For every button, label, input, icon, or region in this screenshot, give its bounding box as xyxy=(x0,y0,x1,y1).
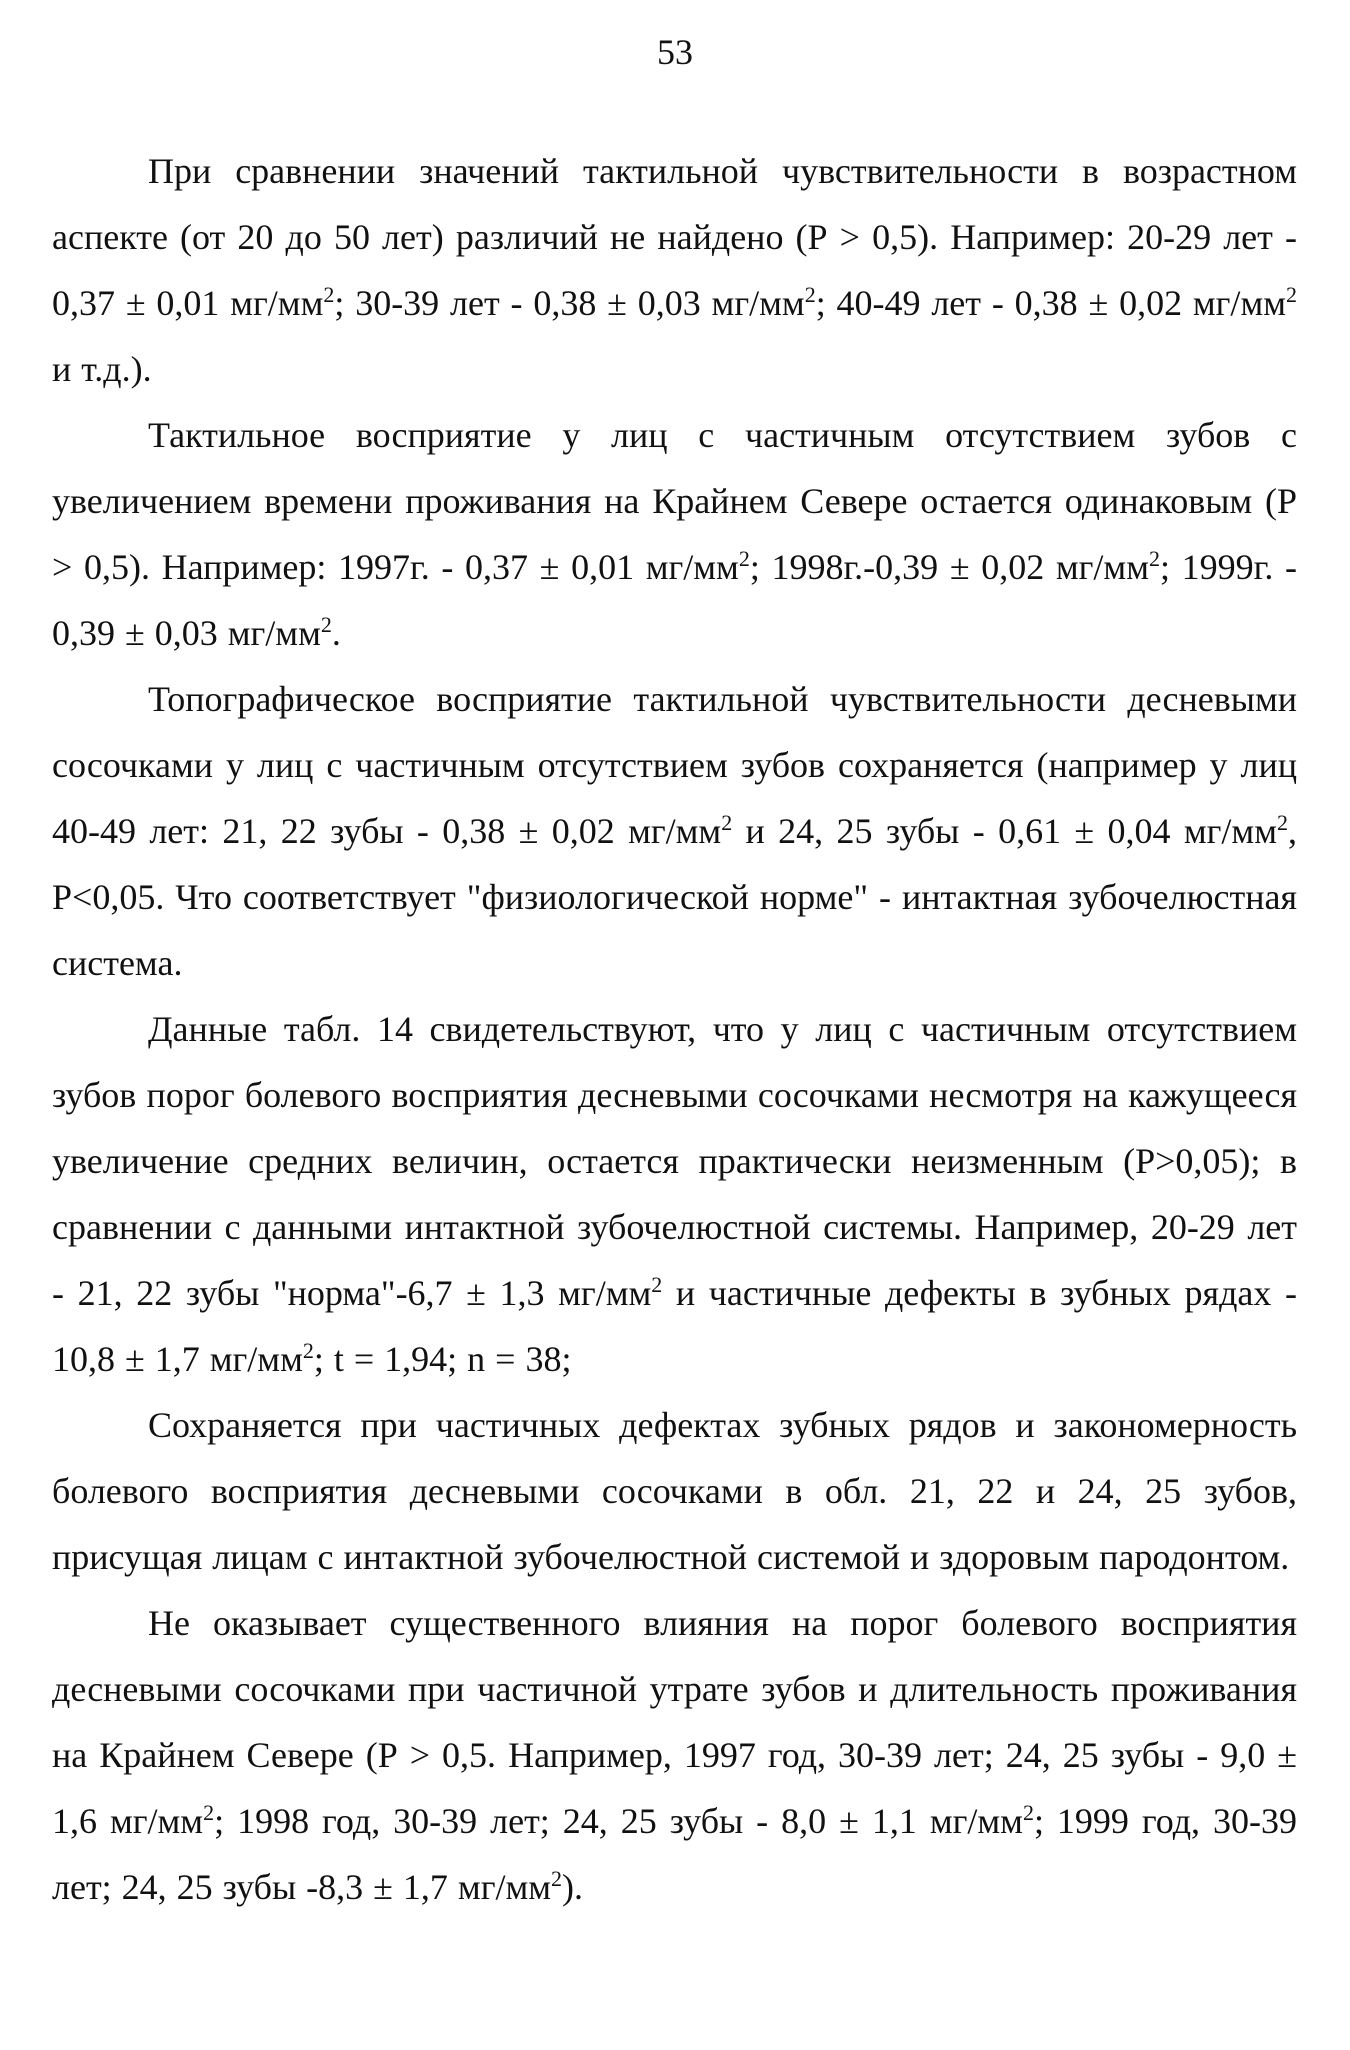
superscript: 2 xyxy=(1022,1800,1034,1825)
text-run: ). xyxy=(562,1867,584,1907)
text-run: Данные табл. 14 свидетельствуют, что у лиц с частичным отсутствием зубов порог болевого восприятия десневыми сосочками несмотря на кажущееся увеличение средних величин, остается практически неизменным (Р>0,05); в сравнении с данными интактной зубочелюстной системы. Например, 20-29 лет - 21, 22 зубы "норма"-6,7 ± 1,3 мг/мм xyxy=(52,1009,1297,1313)
text-run: и частичные дефекты в зубных рядах - 10,8 ± 1,7 мг/мм xyxy=(52,1273,1298,1379)
paragraph-4 xyxy=(52,996,1297,1392)
superscript: 2 xyxy=(1148,546,1160,571)
superscript: 2 xyxy=(1277,810,1288,835)
text-run: Тактильное восприятие у лиц с частичным отсутствием зубов с увеличением времени проживания на Крайнем Севере остается одинаковым (Р > 0,5). Например: 1997г. - 0,37 ± 0,01 мг/мм xyxy=(52,415,1297,587)
paragraph-3 xyxy=(52,666,1297,996)
paragraph-6 xyxy=(52,1590,1297,1920)
text-run: ; 40-49 лет - 0,38 ± 0,02 мг/мм xyxy=(815,283,1287,323)
superscript: 2 xyxy=(651,1272,663,1297)
superscript: 2 xyxy=(320,612,332,637)
superscript: 2 xyxy=(551,1866,563,1891)
body-text xyxy=(52,138,1297,1920)
text-run: ; 1998г.-0,39 ± 0,02 мг/мм xyxy=(749,547,1149,587)
superscript: 2 xyxy=(203,1800,215,1825)
text-run: . xyxy=(331,613,341,653)
superscript: 2 xyxy=(721,810,733,835)
text-run: Не оказывает существенного влияния на порог болевого восприятия десневыми сосочками при частичной утрате зубов и длительность проживания на Крайнем Севере (Р > 0,5. Например, 1997 год, 30-39 лет; 24, 25 зубы - 9,0 ± 1,6 мг/мм xyxy=(52,1603,1297,1841)
text-run: Сохраняется при частичных дефектах зубных рядов и закономерность болевого восприятия десневыми сосочками в обл. 21, 22 и 24, 25 зубов, присущая лицам с интактной зубочелюстной системой и здоровым пародонтом. xyxy=(52,1405,1297,1577)
superscript: 2 xyxy=(302,1338,314,1363)
text-run: ; 1999г. - 0,39 ± 0,03 мг/мм xyxy=(52,547,1297,653)
text-run: , Р<0,05. Что соответствует "физиологической норме" - интактная зубочелюстная система. xyxy=(52,811,1297,983)
text-run: и т.д.). xyxy=(52,349,152,389)
page-number: 53 xyxy=(657,32,693,72)
paragraph-1 xyxy=(52,138,1297,402)
superscript: 2 xyxy=(804,282,816,307)
text-run: и 24, 25 зубы - 0,61 ± 0,04 мг/мм xyxy=(732,811,1277,851)
text-run: ; 1999 год, 30-39 лет; 24, 25 зубы -8,3 ± 1,7 мг/мм xyxy=(52,1801,1297,1907)
superscript: 2 xyxy=(323,282,335,307)
text-run: Топографическое восприятие тактильной чувствительности десневыми сосочками у лиц с частичным отсутствием зубов сохраняется (например у лиц 40-49 лет: 21, 22 зубы - 0,38 ± 0,02 мг/мм xyxy=(52,679,1297,851)
text-run: ; 1998 год, 30-39 лет; 24, 25 зубы - 8,0 ± 1,1 мг/мм xyxy=(214,1801,1023,1841)
superscript: 2 xyxy=(1286,282,1298,307)
text-run: ; 30-39 лет - 0,38 ± 0,03 мг/мм xyxy=(334,283,805,323)
superscript: 2 xyxy=(738,546,750,571)
paragraph-2 xyxy=(52,402,1297,666)
text-run: При сравнении значений тактильной чувствительности в возрастном аспекте (от 20 до 50 лет) различий не найдено (Р > 0,5). Например: 20-29 лет - 0,37 ± 0,01 мг/мм xyxy=(52,151,1297,323)
text-run: ; t = 1,94; n = 38; xyxy=(313,1339,572,1379)
paragraph-5 xyxy=(52,1392,1297,1590)
